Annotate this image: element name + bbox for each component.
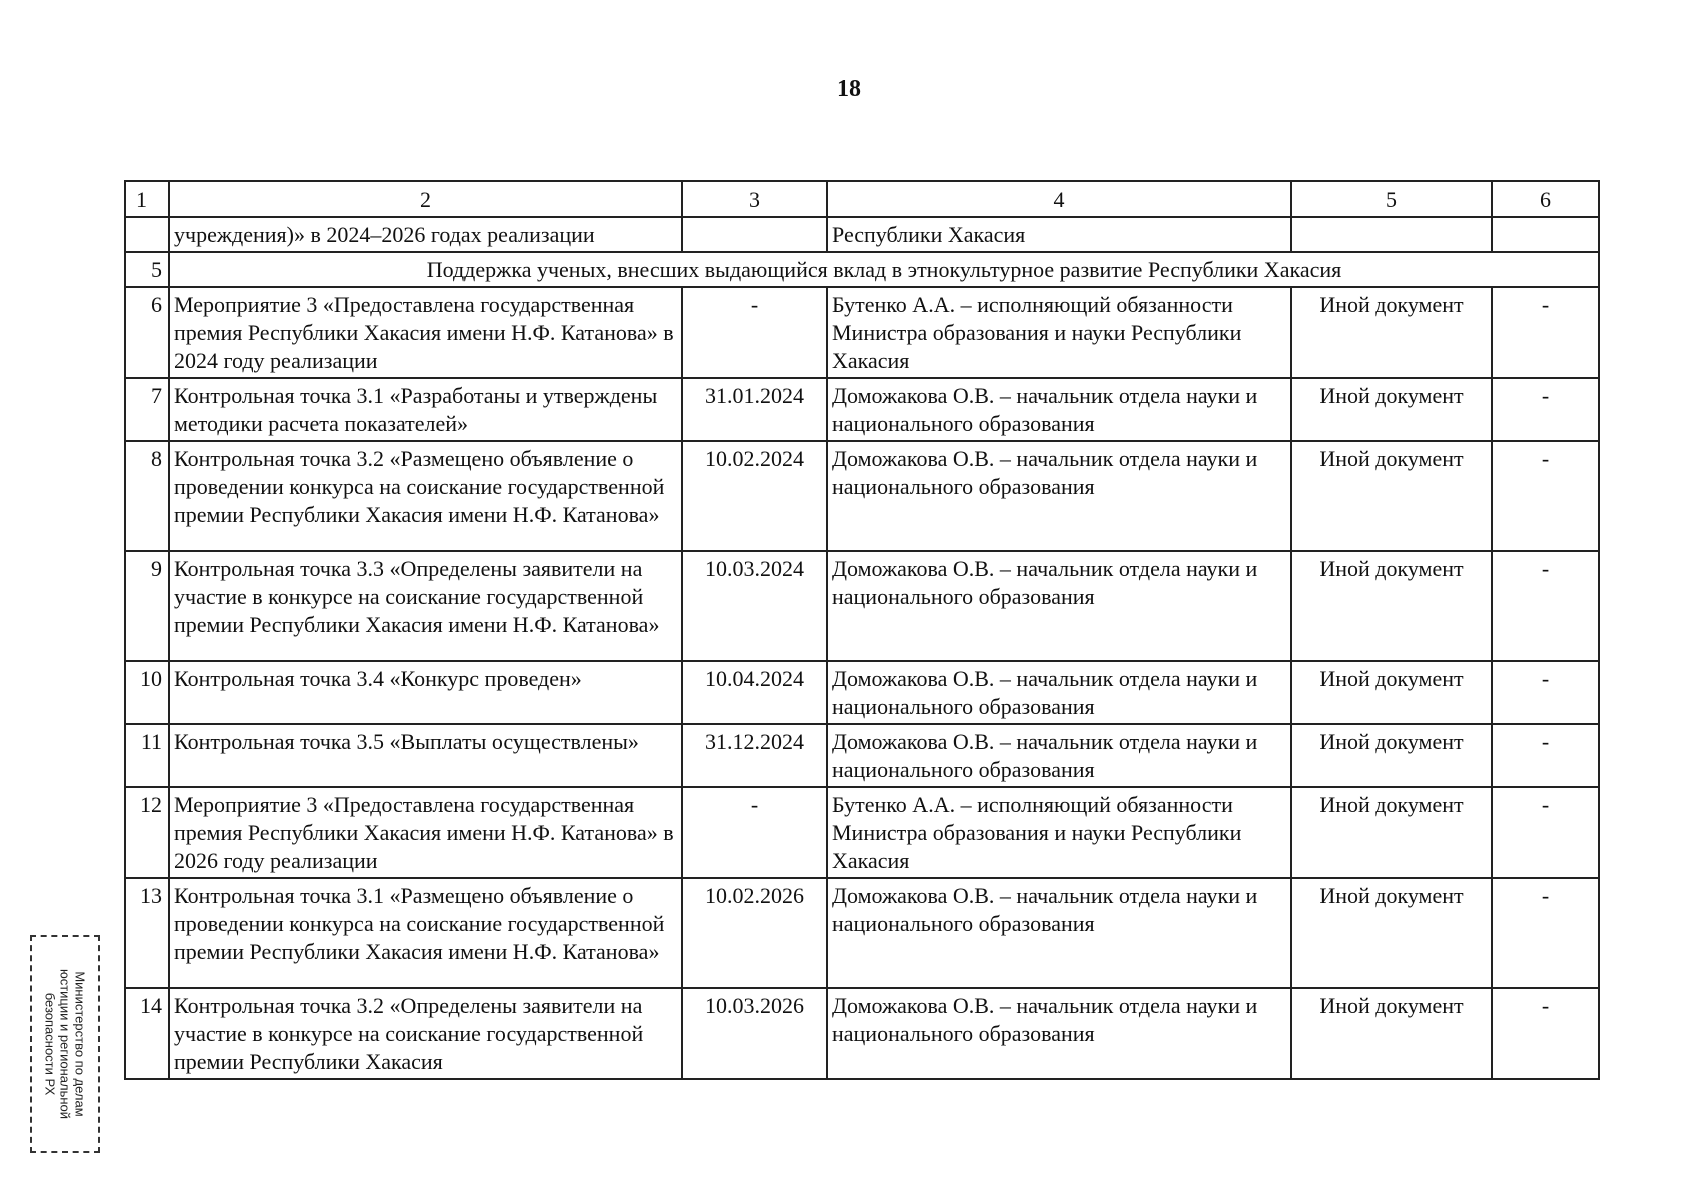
event-name: Контрольная точка 3.2 «Размещено объявление о проведении конкурса на соискание государственной премии Республики Хакасия имени Н.Ф. Катанова» [169, 441, 682, 551]
document-type: Иной документ [1291, 551, 1492, 661]
event-name: Мероприятие 3 «Предоставлена государственная премия Республики Хакасия имени Н.Ф. Катанова» в 2026 году реализации [169, 787, 682, 878]
responsible-person: Доможакова О.В. – начальник отдела науки и национального образования [827, 878, 1291, 988]
document-type: Иной документ [1291, 378, 1492, 441]
event-name: Контрольная точка 3.1 «Разработаны и утверждены методики расчета показателей» [169, 378, 682, 441]
table-row [125, 878, 1599, 988]
section-row [125, 252, 1599, 287]
table-row [125, 217, 1599, 252]
row-number: 10 [125, 661, 169, 724]
stamp-line: Министерство по делам [72, 971, 88, 1117]
row-number: 12 [125, 787, 169, 878]
deadline-date [682, 217, 827, 252]
document-type: Иной документ [1291, 724, 1492, 787]
note-cell: - [1492, 378, 1599, 441]
responsible-person: Доможакова О.В. – начальник отдела науки и национального образования [827, 988, 1291, 1079]
responsible-person: Доможакова О.В. – начальник отдела науки и национального образования [827, 441, 1291, 551]
responsible-person: Республики Хакасия [827, 217, 1291, 252]
document-type: Иной документ [1291, 661, 1492, 724]
deadline-date: - [682, 787, 827, 878]
row-number: 8 [125, 441, 169, 551]
table-row [125, 551, 1599, 661]
table-row [125, 988, 1599, 1079]
registration-stamp [30, 935, 100, 1153]
row-number: 6 [125, 287, 169, 378]
deadline-date: 10.02.2024 [682, 441, 827, 551]
event-name: Контрольная точка 3.3 «Определены заявители на участие в конкурсе на соискание государственной премии Республики Хакасия имени Н.Ф. Катанова» [169, 551, 682, 661]
document-type: Иной документ [1291, 787, 1492, 878]
table-row [125, 787, 1599, 878]
deadline-date: 31.12.2024 [682, 724, 827, 787]
event-name: учреждения)» в 2024–2026 годах реализации [169, 217, 682, 252]
row-number [125, 217, 169, 252]
header-col-3: 3 [682, 181, 827, 217]
document-type: Иной документ [1291, 988, 1492, 1079]
note-cell: - [1492, 441, 1599, 551]
page-number: 18 [837, 76, 861, 102]
event-name: Контрольная точка 3.1 «Размещено объявление о проведении конкурса на соискание государственной премии Республики Хакасия имени Н.Ф. Катанова» [169, 878, 682, 988]
event-name: Контрольная точка 3.5 «Выплаты осуществлены» [169, 724, 682, 787]
responsible-person: Доможакова О.В. – начальник отдела науки и национального образования [827, 724, 1291, 787]
responsible-person: Доможакова О.В. – начальник отдела науки и национального образования [827, 661, 1291, 724]
note-cell: - [1492, 988, 1599, 1079]
document-type: Иной документ [1291, 287, 1492, 378]
event-name: Мероприятие 3 «Предоставлена государственная премия Республики Хакасия имени Н.Ф. Катанова» в 2024 году реализации [169, 287, 682, 378]
note-cell: - [1492, 551, 1599, 661]
note-cell: - [1492, 661, 1599, 724]
header-col-4: 4 [827, 181, 1291, 217]
row-number: 5 [125, 252, 169, 287]
row-number: 14 [125, 988, 169, 1079]
table-row [125, 661, 1599, 724]
document-type: Иной документ [1291, 441, 1492, 551]
row-number: 7 [125, 378, 169, 441]
document-type [1291, 217, 1492, 252]
section-title: Поддержка ученых, внесших выдающийся вклад в этнокультурное развитие Республики Хакасия [169, 252, 1599, 287]
deadline-date: 10.04.2024 [682, 661, 827, 724]
note-cell: - [1492, 724, 1599, 787]
stamp-line: юстиции и региональной [57, 968, 73, 1120]
row-number: 9 [125, 551, 169, 661]
row-number: 11 [125, 724, 169, 787]
plan-table [124, 180, 1600, 1080]
header-col-1: 1 [125, 181, 169, 217]
deadline-date: 10.03.2026 [682, 988, 827, 1079]
responsible-person: Доможакова О.В. – начальник отдела науки и национального образования [827, 378, 1291, 441]
deadline-date: - [682, 287, 827, 378]
event-name: Контрольная точка 3.2 «Определены заявители на участие в конкурсе на соискание государственной премии Республики Хакасия [169, 988, 682, 1079]
table-row [125, 287, 1599, 378]
note-cell [1492, 217, 1599, 252]
responsible-person: Бутенко А.А. – исполняющий обязанности Министра образования и науки Республики Хакасия [827, 787, 1291, 878]
note-cell: - [1492, 287, 1599, 378]
deadline-date: 10.03.2024 [682, 551, 827, 661]
stamp-line: безопасности РХ [42, 992, 58, 1096]
document-type: Иной документ [1291, 878, 1492, 988]
deadline-date: 31.01.2024 [682, 378, 827, 441]
table-row [125, 378, 1599, 441]
note-cell: - [1492, 787, 1599, 878]
header-col-5: 5 [1291, 181, 1492, 217]
table-row [125, 441, 1599, 551]
responsible-person: Доможакова О.В. – начальник отдела науки и национального образования [827, 551, 1291, 661]
table-header-row [125, 181, 1599, 217]
header-col-2: 2 [169, 181, 682, 217]
deadline-date: 10.02.2026 [682, 878, 827, 988]
header-col-6: 6 [1492, 181, 1599, 217]
table-row [125, 724, 1599, 787]
note-cell: - [1492, 878, 1599, 988]
row-number: 13 [125, 878, 169, 988]
event-name: Контрольная точка 3.4 «Конкурс проведен» [169, 661, 682, 724]
responsible-person: Бутенко А.А. – исполняющий обязанности Министра образования и науки Республики Хакасия [827, 287, 1291, 378]
stamp-text [43, 938, 88, 1150]
